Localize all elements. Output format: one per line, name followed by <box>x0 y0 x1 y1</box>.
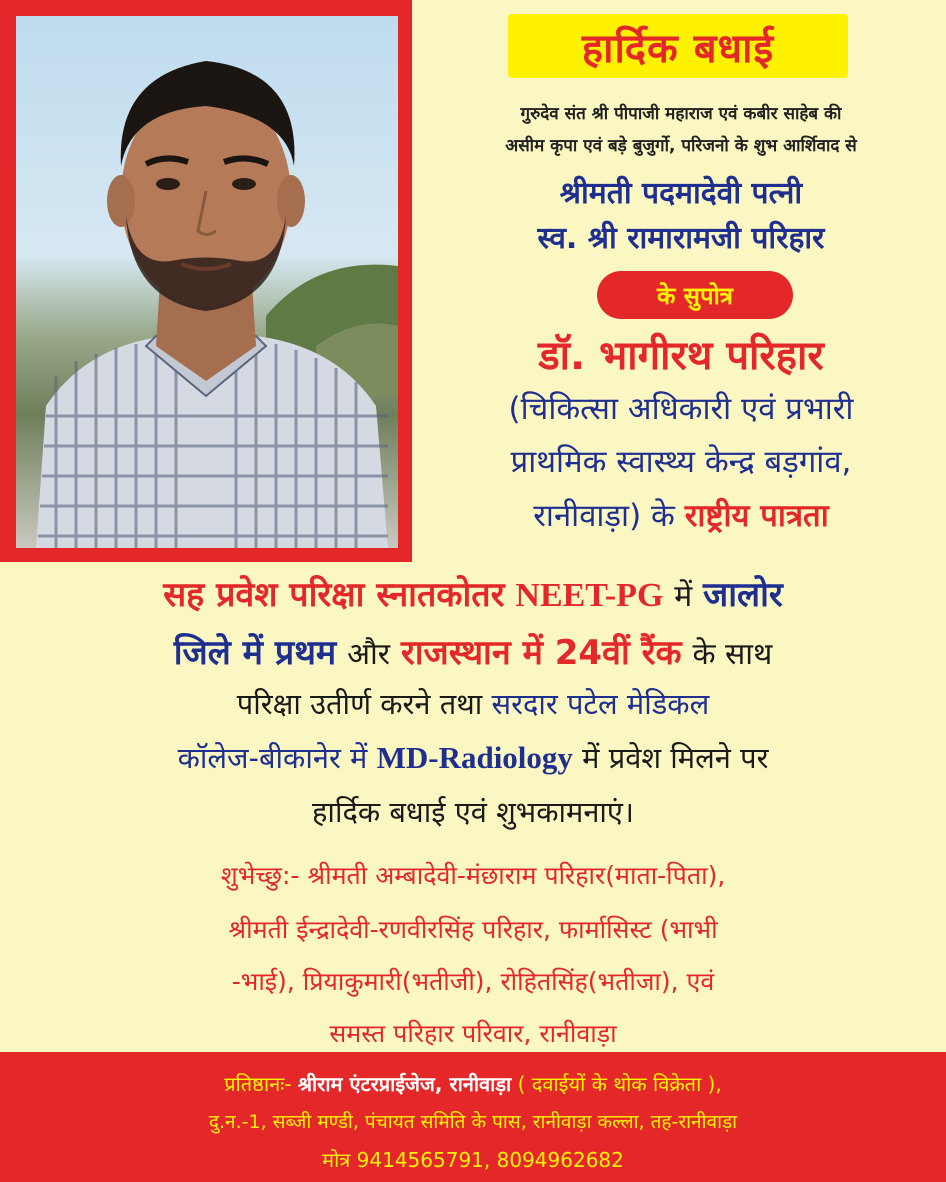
photo-frame <box>0 0 412 562</box>
footer-line-1 <box>0 1070 946 1097</box>
footer-label: प्रतिष्ठानः- <box>224 1072 292 1096</box>
wishers-line-2: श्रीमती ईन्द्रादेवी-रणवीरसिंह परिहार, फार्मासिस्ट (भाभी <box>228 915 718 944</box>
course-name: MD-Radiology <box>376 740 573 775</box>
body-text-3: परिक्षा उतीर्ण करने तथा <box>236 687 483 721</box>
footer-address: दु.न.-1, सब्जी मण्डी, पंचायत समिति के पास, रानीवाड़ा कल्ला, तह-रानीवाड़ा <box>208 1111 738 1133</box>
body-connector-1: में <box>674 579 693 614</box>
page-title: हार्दिक बधाई <box>581 25 775 72</box>
title-banner <box>508 14 848 78</box>
honoree-role-2: प्राथमिक स्वास्थ्य केन्द्र बड़गांव, <box>510 444 852 480</box>
state-rank: राजस्थान में 24वीं रैंक <box>400 633 682 673</box>
business-name: श्रीराम एंटरप्राईजेज, रानीवाड़ा <box>297 1072 512 1096</box>
intro-line-4: स्व. श्री रामारामजी परिहार <box>537 221 825 256</box>
exam-label: सह प्रवेश परिक्षा स्नातकोतर <box>163 575 505 615</box>
body-line-5: हार्दिक बधाई एवं शुभकामनाएं। <box>312 795 634 829</box>
body-line-3 <box>0 684 946 723</box>
body-connector-2: और <box>347 637 391 672</box>
footer-phone: मोत्र 9414565791, 8094962682 <box>322 1148 624 1172</box>
district-rank: जिले में प्रथम <box>173 633 337 673</box>
wishers-line-4: समस्त परिहार परिवार, रानीवाड़ा <box>329 1019 617 1048</box>
college-city: कॉलेज-बीकानेर में <box>177 741 368 775</box>
intro-line-2: असीम कृपा एवं बड़े बुजुर्गो, परिजनो के शुभ आर्शिवाद से <box>505 136 857 156</box>
honoree-role-3-text: रानीवाड़ा) के <box>533 498 675 534</box>
body-text-4: में प्रवेश मिलने पर <box>582 741 769 775</box>
district-name: जालोर <box>702 575 783 615</box>
honoree-role-3 <box>422 494 940 536</box>
relation-pill <box>597 271 793 319</box>
body-line-4 <box>0 738 946 777</box>
intro-line-3: श्रीमती पदमादेवी पत्नी <box>559 176 803 211</box>
intro-line-1: गुरुदेव संत श्री पीपाजी महाराज एवं कबीर साहेब की <box>520 104 842 124</box>
relation-label: के सुपोत्र <box>656 281 734 310</box>
honoree-highlight: राष्ट्रीय पात्रता <box>684 498 829 534</box>
body-line-2 <box>0 628 946 674</box>
exam-name: NEET-PG <box>515 577 664 614</box>
college-name: सरदार पटेल मेडिकल <box>491 687 710 721</box>
wishers-line-1: शुभेच्छु:- श्रीमती अम्बादेवी-मंछाराम परिहार(माता-पिता), <box>220 861 726 890</box>
portrait-photo <box>16 16 398 548</box>
wishers-line-3: -भाई), प्रियाकुमारी(भतीजी), रोहितसिंह(भतीजा), एवं <box>231 967 715 996</box>
business-desc: ( दवाईयों के थोक विक्रेता ), <box>517 1072 722 1096</box>
honoree-role-1: (चिकित्सा अधिकारी एवं प्रभारी <box>508 391 854 427</box>
body-line-1 <box>0 570 946 616</box>
body-connector-3: के साथ <box>692 637 773 672</box>
honoree-name: डॉ. भागीरथ परिहार <box>538 333 824 379</box>
